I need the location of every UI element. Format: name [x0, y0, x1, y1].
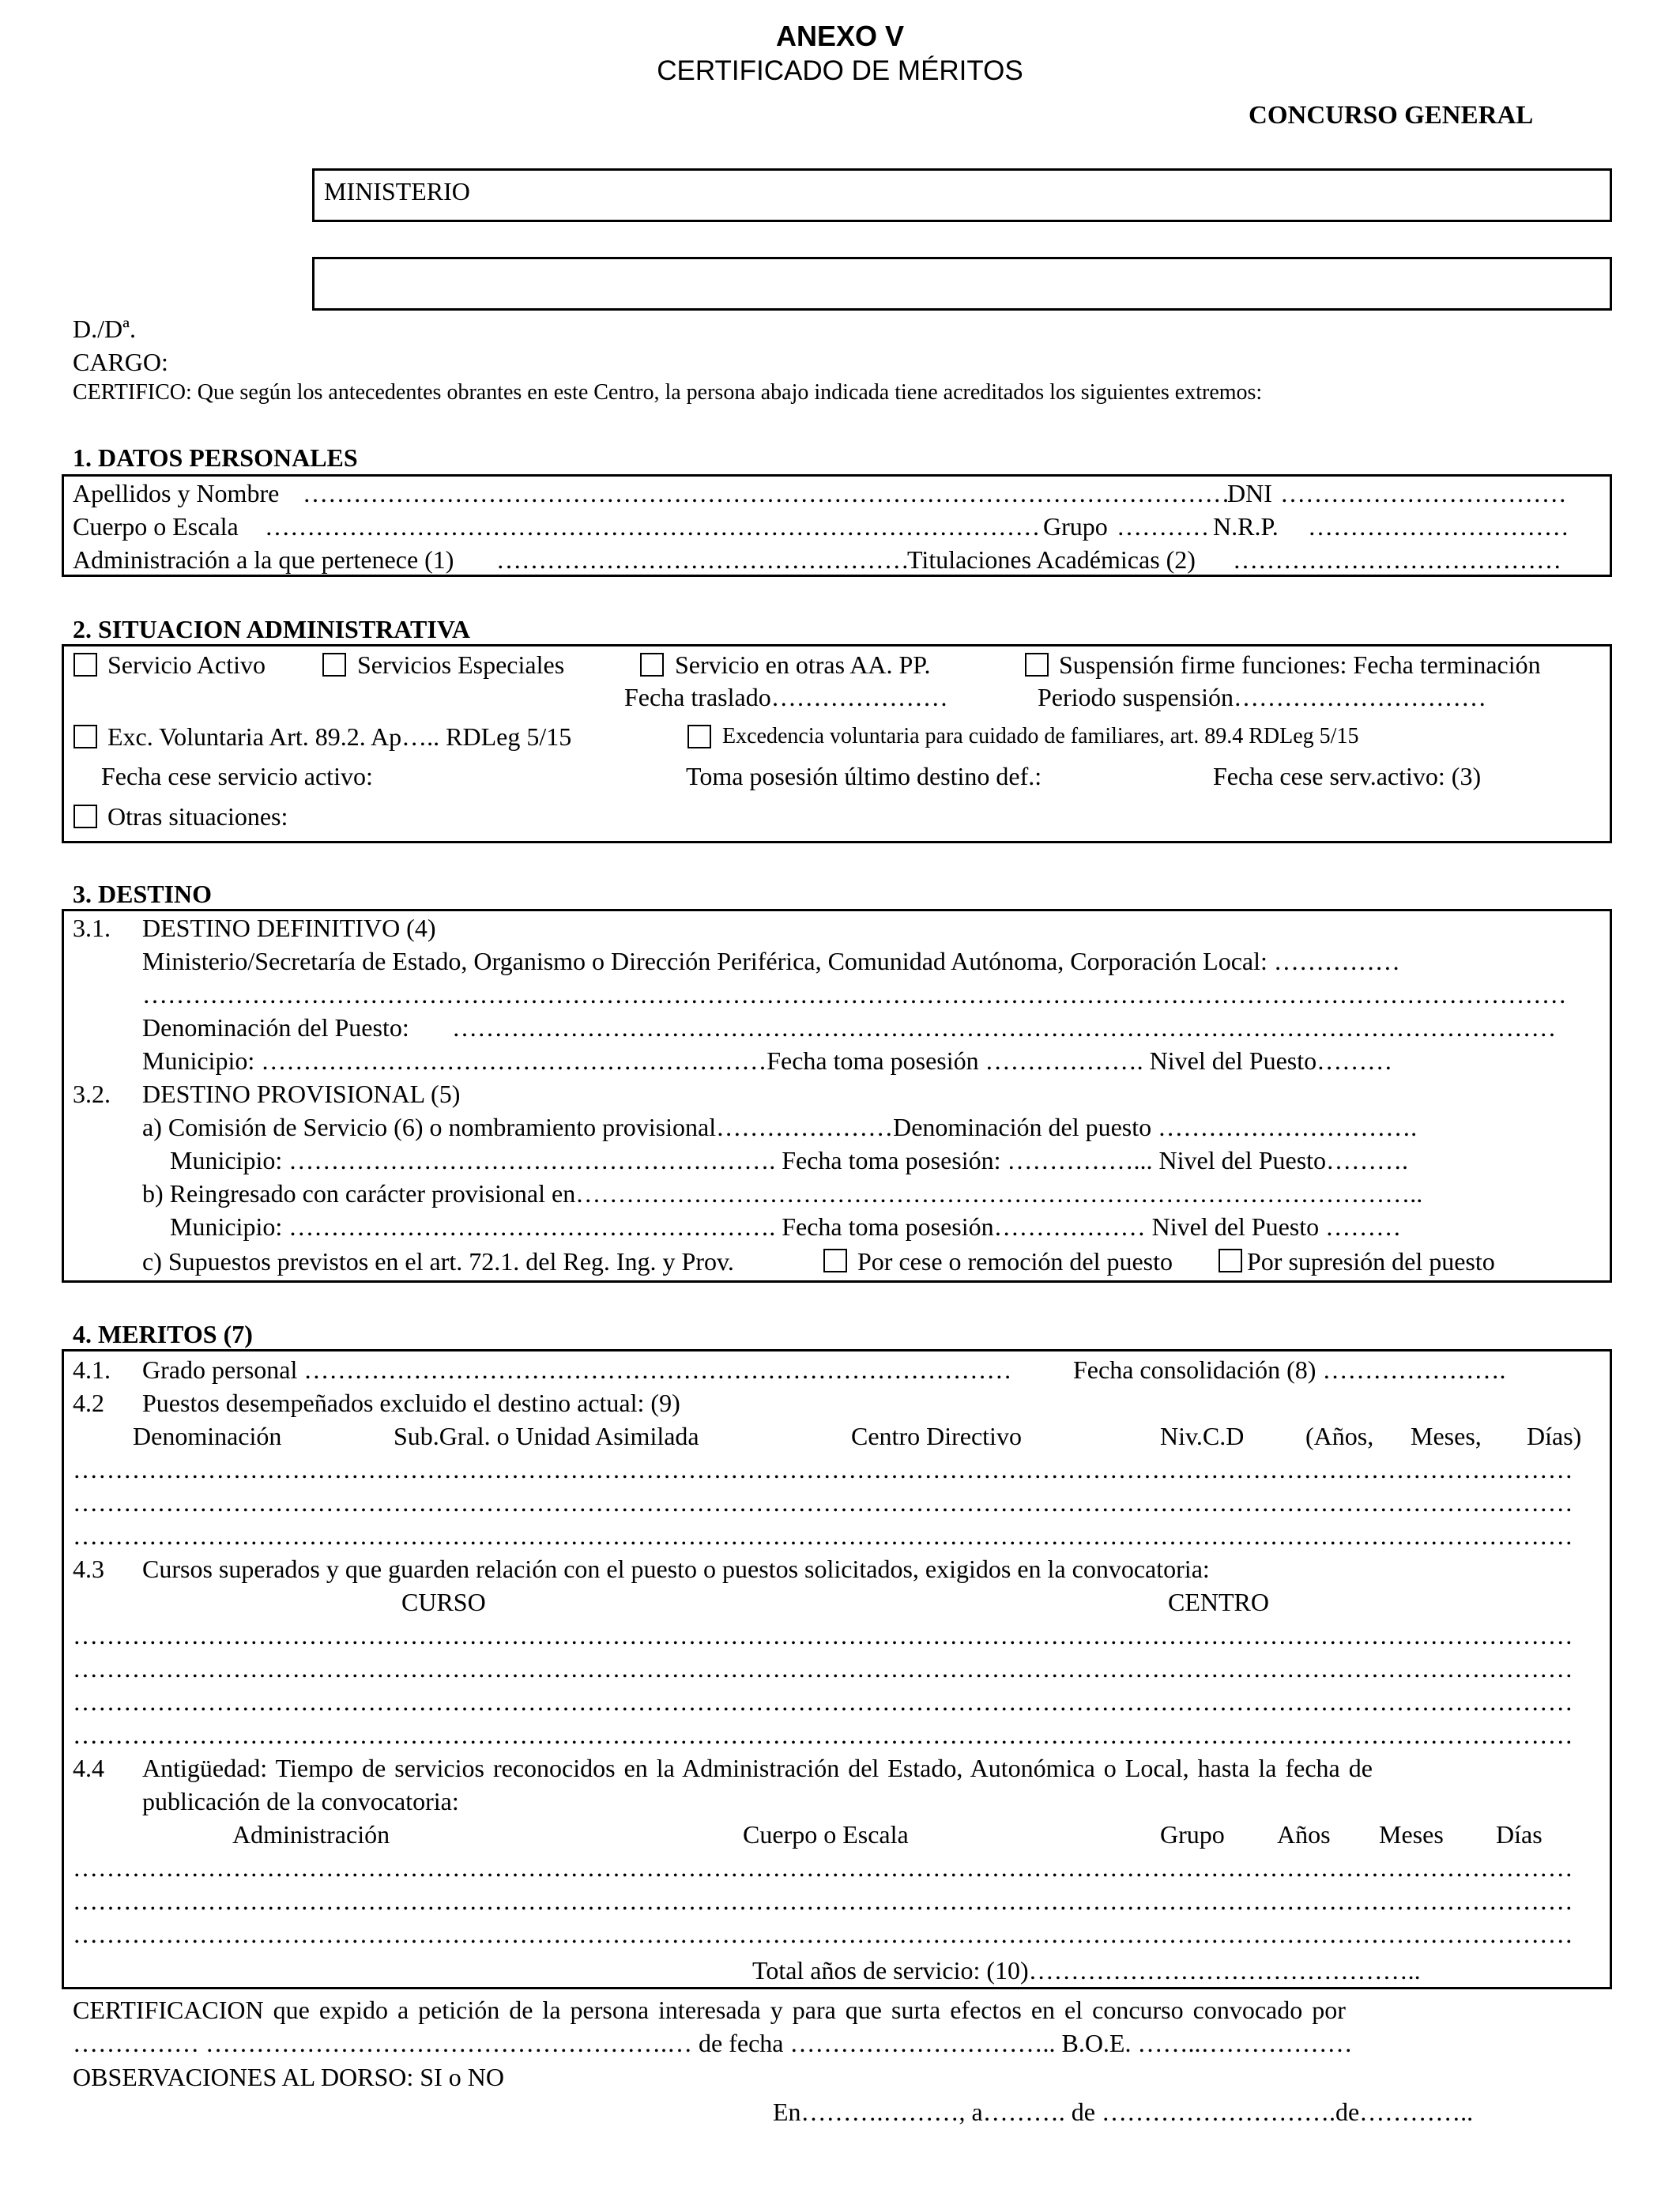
puestos-row-field[interactable]	[73, 1490, 1571, 1515]
admin-label: Administración a la que pertenece (1)	[73, 545, 454, 574]
total-anos-line[interactable]: Total años de servicio: (10)………………………………………..	[752, 1956, 1421, 1985]
col-anos: (Años,	[1305, 1422, 1374, 1450]
n42-label: 4.2	[73, 1389, 104, 1417]
col-subgral: Sub.Gral. o Unidad Asimilada	[394, 1422, 699, 1450]
col-anos2: Años	[1277, 1820, 1331, 1849]
certifico-text: CERTIFICO: Que según los antecedentes obrantes en este Centro, la persona abajo indicada tiene acreditados los siguientes extremos:	[73, 380, 1263, 405]
name-label: Apellidos y Nombre	[73, 479, 280, 507]
por-cese-checkbox[interactable]	[823, 1249, 847, 1272]
antiguedad-label-cont: publicación de la convocatoria:	[142, 1787, 459, 1815]
fecha-cese-label: Fecha cese servicio activo:	[101, 762, 373, 790]
grupo-label: Grupo	[1043, 512, 1108, 541]
cuerpo-field[interactable]	[265, 514, 1043, 539]
exc-voluntaria-checkbox[interactable]	[73, 725, 97, 748]
titulaciones-field[interactable]	[1233, 547, 1561, 572]
col-cuerpo: Cuerpo o Escala	[743, 1820, 909, 1849]
servicio-otras-checkbox[interactable]	[640, 653, 664, 677]
cursos-row-field[interactable]	[73, 1656, 1571, 1681]
cursos-label: Cursos superados y que guarden relación con el puesto o puestos solicitados, exigidos en la convocatoria:	[142, 1555, 1210, 1583]
grupo-field[interactable]	[1117, 514, 1211, 539]
exc-voluntaria-label: Exc. Voluntaria Art. 89.2. Ap….. RDLeg 5/15	[107, 722, 572, 751]
annex-title: ANEXO V	[775, 20, 905, 52]
excedencia-cuidado-checkbox[interactable]	[687, 725, 711, 748]
col-denominacion: Denominación	[133, 1422, 282, 1450]
antiguedad-row-field[interactable]	[73, 1921, 1571, 1947]
toma-posesion-label: Toma posesión último destino def.:	[686, 762, 1042, 790]
col-dias: Días)	[1527, 1422, 1582, 1450]
municipio-b-line[interactable]: Municipio: …………………………………………………. Fecha toma posesión……………… Nivel del Puesto ………	[170, 1212, 1402, 1241]
titulaciones-label: Titulaciones Académicas (2)	[907, 545, 1196, 574]
fecha-cese-serv-label: Fecha cese serv.activo: (3)	[1213, 762, 1482, 790]
certificacion-fields[interactable]: …………… ……………………………………………….… de fecha ………………………….. B.O.E. ……..………………	[73, 2029, 1353, 2057]
dni-field[interactable]	[1280, 481, 1569, 506]
dd-label: D./Dª.	[73, 315, 136, 343]
reingresado-line[interactable]: b) Reingresado con carácter provisional en………………………………………………………………………………………..	[142, 1179, 1423, 1208]
section2-title: 2. SITUACION ADMINISTRATIVA	[73, 615, 470, 643]
servicios-especiales-checkbox[interactable]	[322, 653, 346, 677]
n43-label: 4.3	[73, 1555, 104, 1583]
cursos-row-field[interactable]	[73, 1722, 1571, 1747]
n32-label: 3.2.	[73, 1080, 111, 1108]
cursos-row-field[interactable]	[73, 1689, 1571, 1714]
cargo-label: CARGO:	[73, 348, 168, 376]
ministry-field[interactable]	[312, 168, 1612, 222]
servicios-especiales-label: Servicios Especiales	[357, 650, 565, 679]
fecha-consolidacion-line[interactable]: Fecha consolidación (8) ………………….	[1073, 1355, 1506, 1384]
page-title: CERTIFICADO DE MÉRITOS	[657, 55, 1023, 86]
antiguedad-row-field[interactable]	[73, 1888, 1571, 1913]
admin-field[interactable]	[496, 547, 907, 572]
antiguedad-label: Antigüedad: Tiempo de servicios reconocidos en la Administración del Estado, Autonómica o Local, hasta la fecha de	[142, 1754, 1373, 1782]
contest-type: CONCURSO GENERAL	[1249, 101, 1534, 130]
col-meses2: Meses	[1379, 1820, 1444, 1849]
name-field[interactable]	[303, 481, 1227, 506]
n44-label: 4.4	[73, 1754, 104, 1782]
n31-label: 3.1.	[73, 914, 111, 942]
col-dias2: Días	[1496, 1820, 1543, 1849]
municipio-definitivo-line[interactable]: Municipio: ……………………………………………………Fecha toma posesión ………………. Nivel del Puesto………	[142, 1046, 1393, 1075]
denominacion-field[interactable]	[452, 1015, 1558, 1040]
ministry-label: MINISTERIO	[324, 177, 470, 205]
servicio-otras-label: Servicio en otras AA. PP.	[675, 650, 931, 679]
signature-place-date[interactable]: En……….………, a………. de ……………………….de…………..	[773, 2098, 1474, 2126]
puestos-row-field[interactable]	[73, 1523, 1571, 1548]
municipio-a-line[interactable]: Municipio: …………………………………………………. Fecha toma posesión: ……………... Nivel del Puesto……….	[170, 1146, 1409, 1174]
supuestos-label: c) Supuestos previstos en el art. 72.1. del Reg. Ing. y Prov.	[142, 1247, 734, 1276]
ministerio-continuation-field[interactable]	[142, 982, 1565, 1007]
col-curso: CURSO	[401, 1588, 486, 1616]
ministerio-line[interactable]: Ministerio/Secretaría de Estado, Organismo o Dirección Periférica, Comunidad Autónoma, Corporación Local: ……………	[142, 947, 1400, 975]
dni-label: DNI	[1227, 479, 1272, 507]
n41-label: 4.1.	[73, 1355, 111, 1384]
col-centro: CENTRO	[1168, 1588, 1269, 1616]
section3-title: 3. DESTINO	[73, 880, 213, 908]
section4-title: 4. MERITOS (7)	[73, 1320, 253, 1348]
nrp-label: N.R.P.	[1213, 512, 1279, 541]
antiguedad-row-field[interactable]	[73, 1855, 1571, 1880]
por-supresion-label: Por supresión del puesto	[1247, 1247, 1495, 1276]
comision-line[interactable]: a) Comisión de Servicio (6) o nombramiento provisional…………………Denominación del puesto ………………………….	[142, 1113, 1418, 1141]
suspension-label: Suspensión firme funciones: Fecha terminación	[1059, 650, 1541, 679]
destino-definitivo-label: DESTINO DEFINITIVO (4)	[142, 914, 436, 942]
cuerpo-label: Cuerpo o Escala	[73, 512, 239, 541]
observaciones-label: OBSERVACIONES AL DORSO: SI o NO	[73, 2063, 504, 2091]
section1-title: 1. DATOS PERSONALES	[73, 443, 358, 472]
puestos-row-field[interactable]	[73, 1457, 1571, 1482]
col-administracion: Administración	[232, 1820, 390, 1849]
periodo-suspension-field[interactable]: Periodo suspensión…………………………	[1038, 683, 1486, 711]
puestos-label: Puestos desempeñados excluido el destino actual: (9)	[142, 1389, 680, 1417]
grado-personal-line[interactable]: Grado personal …………………………………………………………………………	[142, 1355, 1012, 1384]
excedencia-cuidado-label: Excedencia voluntaria para cuidado de familiares, art. 89.4 RDLeg 5/15	[722, 724, 1359, 748]
col-nivcd: Niv.C.D	[1160, 1422, 1245, 1450]
suspension-checkbox[interactable]	[1025, 653, 1049, 677]
por-supresion-checkbox[interactable]	[1219, 1249, 1242, 1272]
otras-situaciones-label: Otras situaciones:	[107, 802, 288, 831]
destino-provisional-label: DESTINO PROVISIONAL (5)	[142, 1080, 461, 1108]
otras-situaciones-checkbox[interactable]	[73, 805, 97, 828]
unit-field[interactable]	[312, 257, 1612, 311]
por-cese-label: Por cese o remoción del puesto	[857, 1247, 1173, 1276]
col-meses: Meses,	[1411, 1422, 1482, 1450]
fecha-traslado-field[interactable]: Fecha traslado…………………	[624, 683, 948, 711]
certificacion-text: CERTIFICACION que expido a petición de la persona interesada y para que surta efectos en el concurso convocado por	[73, 1996, 1346, 2024]
col-grupo: Grupo	[1160, 1820, 1225, 1849]
servicio-activo-label: Servicio Activo	[107, 650, 266, 679]
servicio-activo-checkbox[interactable]	[73, 653, 97, 677]
col-centro-directivo: Centro Directivo	[851, 1422, 1022, 1450]
denominacion-label: Denominación del Puesto:	[142, 1013, 409, 1042]
cursos-row-field[interactable]	[73, 1623, 1571, 1648]
nrp-field[interactable]	[1308, 514, 1569, 539]
